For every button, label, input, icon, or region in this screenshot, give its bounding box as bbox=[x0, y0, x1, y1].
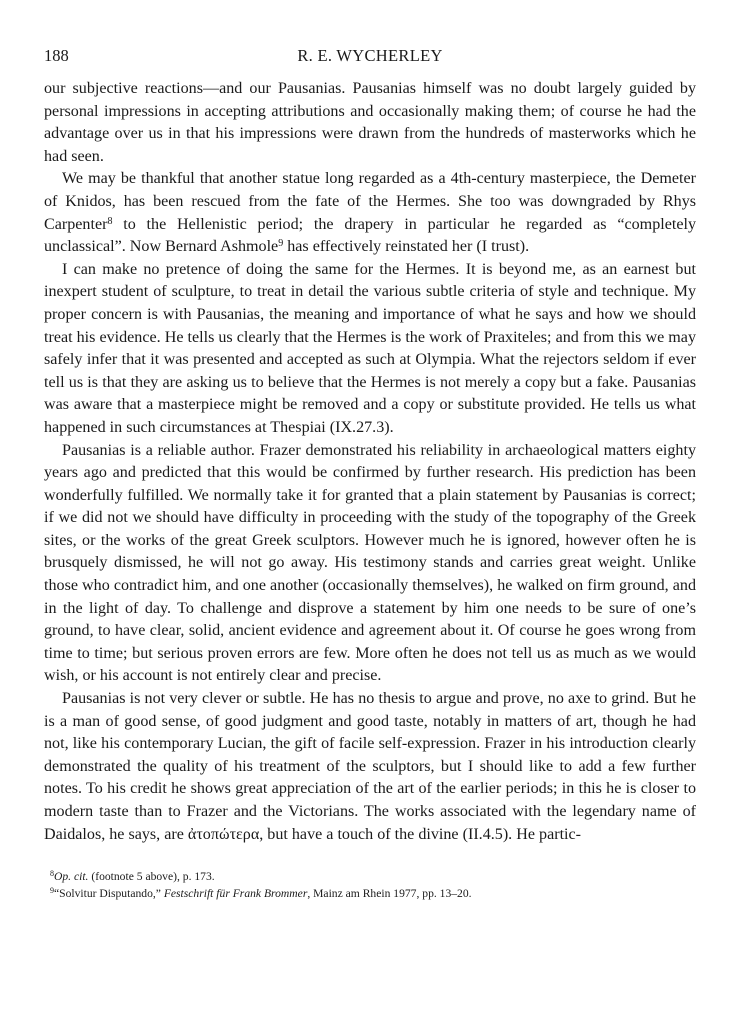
paragraph-2-text-c: has effectively reinstated her (I trust). bbox=[283, 238, 530, 256]
footnote-ref-9: 9 bbox=[278, 238, 284, 250]
footnote-ref-8: 8 bbox=[107, 215, 113, 227]
footnote-8-text: (footnote 5 above), p. 173. bbox=[88, 870, 215, 884]
footnote-8 bbox=[44, 868, 696, 885]
paragraph-1: our subjective reactions—and our Pausanias. Pausanias himself was no doubt largely guided by personal impressions in accepting attributions and occasionally making them; of course he had the advantage over us in that his impressions were drawn from the hundreds of masterworks which he had seen. bbox=[44, 80, 696, 165]
paragraph-4: Pausanias is a reliable author. Frazer demonstrated his reliability in archaeological matters eighty years ago and predicted that this would be confirmed by further research. His prediction has been wonderfully fulfilled. We normally take it for granted that a plain statement by Pausanias is correct; if we did not we should have difficulty in proceeding with the study of the topography of the Greek sites, or the works of the great Greek sculptors. However much he is ignored, however often he is brusquely dismissed, he will not go away. His testimony stands and carries great weight. Unlike those who contradict him, and one another (occasionally themselves), he walked on firm ground, and in the light of day. To challenge and disprove a statement by him one needs to be sure of one’s ground, to have clear, solid, ancient evidence and agreement about it. Of course he goes wrong from time to time; but serious proven errors are few. More often he does not tell us as much as we would wish, or his account is not entirely clear and precise. bbox=[44, 441, 696, 685]
body-text bbox=[44, 78, 696, 846]
footnote-marker-9: 9 bbox=[50, 886, 54, 896]
footnote-9 bbox=[44, 885, 696, 902]
footnote-9-title: Festschrift für Frank Brommer bbox=[163, 887, 308, 901]
running-head: R. E. WYCHERLEY bbox=[297, 46, 443, 65]
paragraph-2-text-a: We may be thankful that another statue long regarded as a 4th-century masterpiece, the Demeter of Knidos, has been rescued from the fate of the Hermes. She too was downgraded by Rhys Carpenter bbox=[44, 170, 696, 233]
page-number: 188 bbox=[44, 46, 69, 65]
footnotes bbox=[44, 868, 696, 902]
footnote-8-title: Op. cit. bbox=[54, 870, 89, 884]
page-header bbox=[44, 46, 696, 72]
paragraph-5: Pausanias is not very clever or subtle. He has no thesis to argue and prove, no axe to grind. But he is a man of good sense, of good judgment and good taste, notably in matters of art, though he had not, like his contemporary Lucian, the gift of facile self-expression. Frazer in his introduction clearly demonstrated the quality of his treatment of the sculptors, but I should like to add a few further notes. To his credit he shows great appreciation of the art of the earlier periods; in this he is closer to modern taste than to Frazer and the Victorians. The works associated with the legendary name of Daidalos, he says, are ἀτοπώτερα, but have a touch of the divine (II.4.5). He partic- bbox=[44, 690, 696, 843]
footnote-marker-8: 8 bbox=[50, 869, 54, 879]
paragraph-2 bbox=[44, 168, 696, 258]
footnote-9-prefix: “Solvitur Disputando,” bbox=[54, 887, 164, 901]
paragraph-3: I can make no pretence of doing the same for the Hermes. It is beyond me, as an earnest but inexpert student of sculpture, to treat in detail the various subtle criteria of style and technique. My proper concern is with Pausanias, the meaning and importance of what he says and how we should treat his evidence. He tells us clearly that the Hermes is the work of Praxiteles; and from this we may safely infer that it was presented and accepted as such at Olympia. What the rejectors seldom if ever tell us is that they are asking us to believe that the Hermes is not merely a copy but a fake. Pausanias was aware that a masterpiece might be removed and a copy or substitute provided. He tells us what happened in such circumstances at Thespiai (IX.27.3). bbox=[44, 260, 696, 436]
footnote-9-text: , Mainz am Rhein 1977, pp. 13–20. bbox=[307, 887, 472, 901]
page bbox=[44, 46, 696, 902]
paragraph-2-text-b: to the Hellenistic period; the drapery in particular he regarded as “completely unclassical”. Now Bernard Ashmole bbox=[44, 215, 696, 256]
